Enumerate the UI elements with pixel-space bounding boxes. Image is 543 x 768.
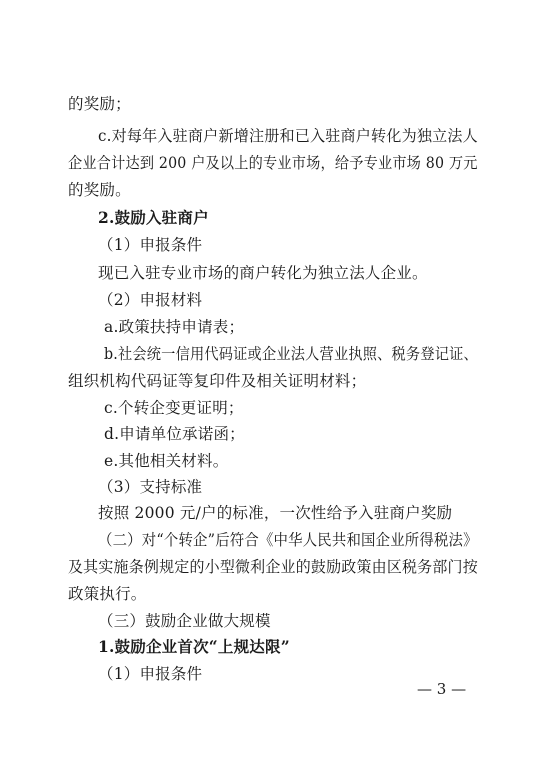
text-line-4: 的奖励。 [68,181,131,199]
text-line-13: d.申请单位承诺函； [104,425,245,443]
text-line-20: （三）鼓励企业做大规模 [98,612,271,630]
text-line-7: 现已入驻专业市场的商户转化为独立法人企业。 [98,264,428,282]
text-line-16: 按照 2000 元/户的标准，一次性给予入驻商户奖励 [98,504,453,522]
text-line-9: a.政策扶持申请表； [104,318,245,336]
text-line-15: （3）支持标准 [98,478,203,496]
text-line-6: （1）申报条件 [98,236,203,254]
section-heading-first-scale-up: 1.鼓励企业首次“上规达限” [98,637,290,656]
text-line-3: 企业合计达到 200 户及以上的专业市场，给予专业市场 80 万元 [68,154,478,172]
text-line-10: b.社会统一信用代码证或企业法人营业执照、税务登记证、 [104,345,478,363]
text-line-2: c.对每年入驻商户新增注册和已入驻商户转化为独立法人 [98,127,478,145]
text-line-14: e.其他相关材料。 [104,452,229,470]
section-heading-encourage-merchants: 2.鼓励入驻商户 [98,208,209,227]
text-line-19: 政策执行。 [68,585,147,603]
page-number: — 3 — [417,680,467,698]
text-line-12: c.个转企变更证明； [104,399,244,417]
text-line-18: 及其实施条例规定的小型微利企业的鼓励政策由区税务部门按 [68,558,478,576]
text-line-11: 组织机构代码证等复印件及相关证明材料； [68,372,367,390]
text-line-17: （二）对“个转企”后符合《中华人民共和国企业所得税法》 [98,531,478,549]
text-line-22: （1）申报条件 [98,665,203,683]
text-line-1: 的奖励； [68,95,131,113]
text-line-8: （2）申报材料 [98,291,203,309]
